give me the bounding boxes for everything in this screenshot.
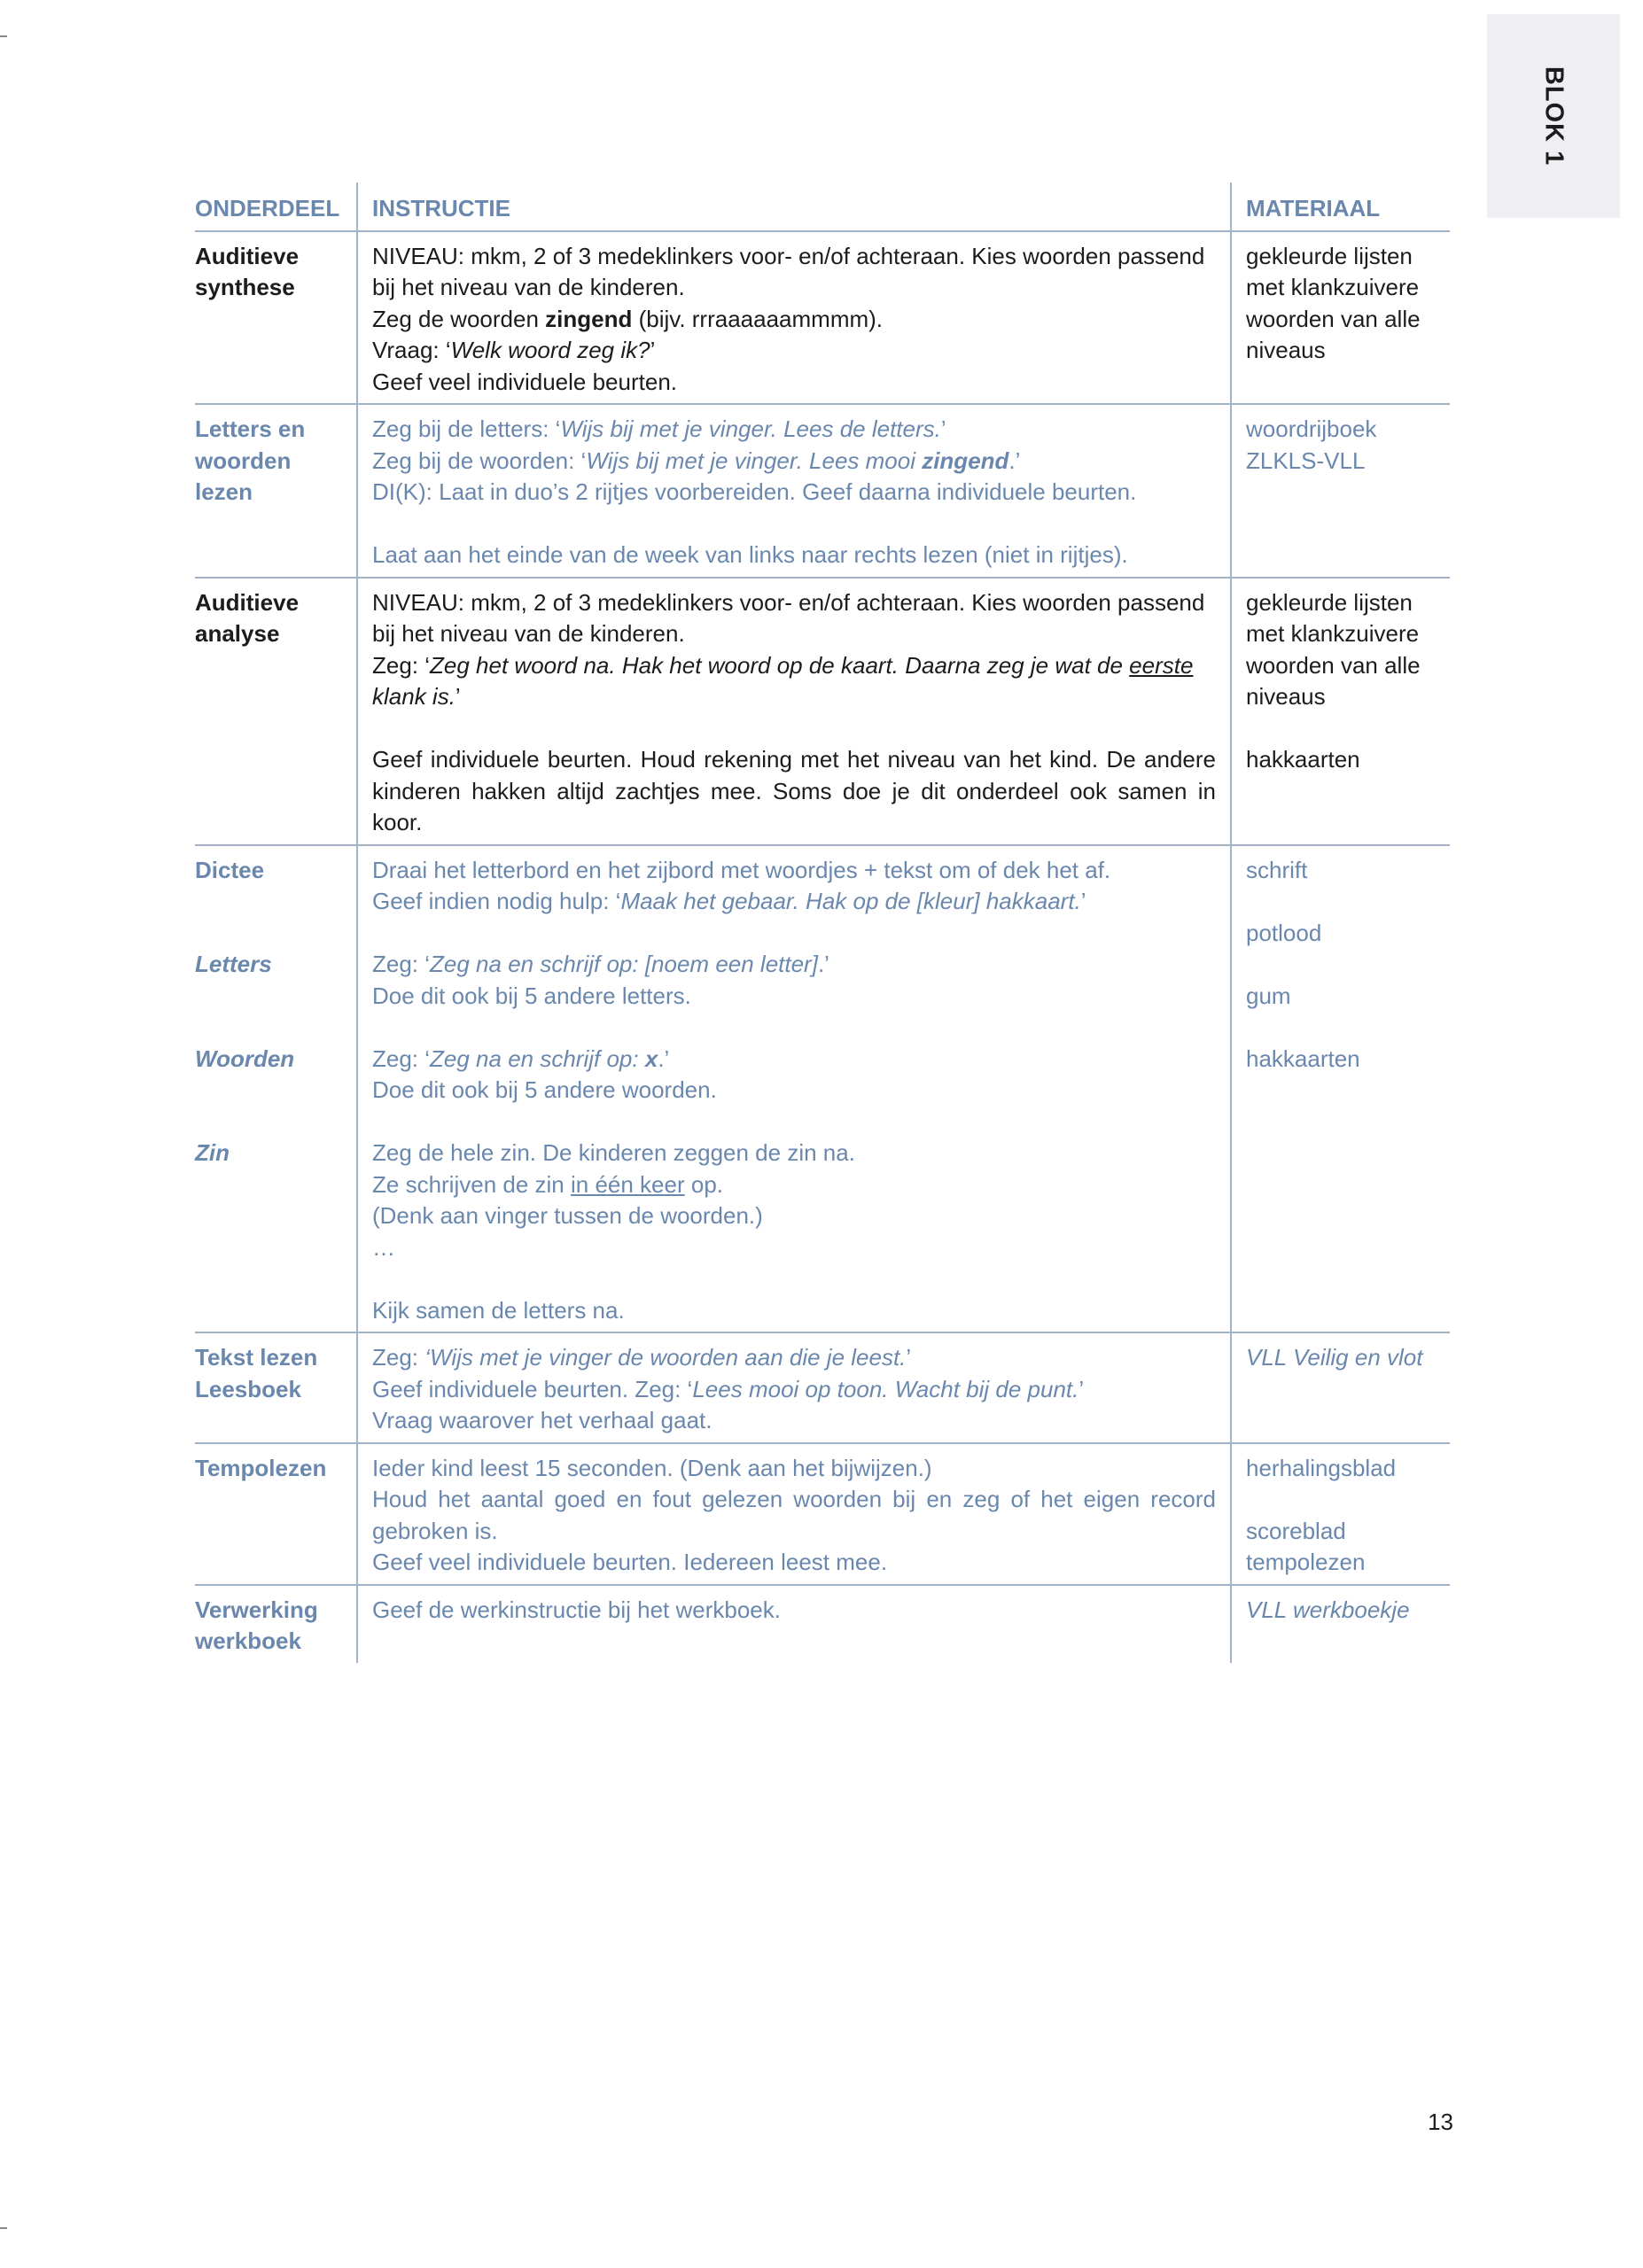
- page-number: 13: [1428, 2109, 1453, 2135]
- text-run: ’: [1080, 888, 1086, 914]
- materiaal-line: hakkaarten: [1246, 746, 1360, 773]
- onderdeel-label: Auditieve: [195, 242, 300, 269]
- onderdeel-label: woorden: [195, 447, 292, 474]
- onderdeel-label: synthese: [195, 274, 295, 300]
- header-materiaal: MATERIAAL: [1246, 195, 1381, 221]
- instructie-cell: [357, 1585, 1231, 1663]
- instructie-cell: [357, 578, 1231, 845]
- quote-text: Maak het gebaar. Hak op de [kleur] hakkaart.: [620, 888, 1081, 914]
- table-row-auditieve-analyse: [195, 578, 1450, 845]
- text-run: ’: [940, 416, 946, 442]
- materiaal-line: gekleurde lijsten: [1246, 242, 1413, 269]
- spacer: [1246, 713, 1450, 745]
- text-run: .’: [817, 951, 829, 977]
- materiaal-line: tempolezen: [1246, 1549, 1366, 1575]
- materiaal-line: gekleurde lijsten: [1246, 588, 1413, 616]
- instructie-line: Ieder kind leest 15 seconden. (Denk aan het bijwijzen.): [372, 1454, 932, 1481]
- crop-mark: [0, 35, 7, 37]
- text-run: Zeg de woorden: [372, 305, 546, 332]
- onderdeel-label: Tempolezen: [195, 1454, 327, 1481]
- instructie-line: NIVEAU: mkm, 2 of 3 medeklinkers voor- en/of achteraan. Kies woorden passend: [372, 242, 1205, 269]
- instructie-line: [372, 949, 1216, 981]
- onderdeel-cell: [195, 1443, 357, 1585]
- instructie-line: [372, 414, 1216, 446]
- text-run: ’: [1078, 1375, 1085, 1402]
- onderdeel-label: werkboek: [195, 1627, 301, 1654]
- instructie-line: [372, 886, 1216, 918]
- underlined-text: eerste: [1129, 651, 1194, 679]
- quote-text: Wijs bij met je vinger. Lees de letters.: [560, 416, 941, 442]
- instructie-line: [372, 1169, 1216, 1201]
- onderdeel-cell: [195, 845, 357, 1333]
- instructie-line: [372, 335, 1216, 367]
- spacer: [1246, 949, 1450, 981]
- table-header-row: [195, 183, 1450, 231]
- onderdeel-label: Verwerking: [195, 1596, 318, 1623]
- quote-text: ‘Wijs met je vinger de woorden aan die je leest.: [424, 1344, 907, 1371]
- onderdeel-label: Tekst lezen: [195, 1344, 318, 1371]
- materiaal-line: herhalingsblad: [1246, 1454, 1397, 1481]
- underlined-text: in één keer: [570, 1170, 685, 1198]
- quote-text: Zeg het woord na. Hak het woord op de kaart. Daarna zeg je wat de: [430, 651, 1130, 679]
- onderdeel-cell: [195, 578, 357, 845]
- instructie-line: [372, 1342, 1216, 1374]
- materiaal-line: met klankzuivere: [1246, 620, 1420, 647]
- spacer: [195, 981, 356, 1013]
- instructie-line: Zeg de hele zin. De kinderen zeggen de zin na.: [372, 1139, 855, 1166]
- quote-text: klank is.: [372, 683, 456, 710]
- text-run: Ze schrijven de zin: [372, 1170, 571, 1198]
- onderdeel-label: Auditieve: [195, 588, 300, 616]
- instructie-line: [372, 1044, 1216, 1076]
- table-row-auditieve-synthese: [195, 231, 1450, 405]
- materiaal-line: woordrijboek: [1246, 416, 1377, 442]
- materiaal-line: woorden van alle: [1246, 305, 1421, 332]
- materiaal-cell: [1231, 1585, 1450, 1663]
- crop-mark: [0, 2227, 7, 2229]
- onderdeel-label: Leesboek: [195, 1375, 301, 1402]
- materiaal-line: hakkaarten: [1246, 1045, 1360, 1072]
- materiaal-line: potlood: [1246, 919, 1322, 946]
- chapter-tab-label: BLOK 1: [1539, 66, 1569, 167]
- materiaal-line: ZLKLS-VLL: [1246, 447, 1366, 474]
- instructie-line: Draai het letterbord en het zijbord met woordjes + tekst om of dek het af.: [372, 856, 1111, 883]
- table-row-tekst-lezen: [195, 1332, 1450, 1443]
- spacer: [372, 1263, 1216, 1295]
- materiaal-cell: [1231, 1443, 1450, 1585]
- instructie-line: Laat aan het einde van de week van links naar rechts lezen (niet in rijtjes).: [372, 541, 1128, 568]
- materiaal-line: schrift: [1246, 856, 1308, 883]
- header-instructie: INSTRUCTIE: [357, 183, 1231, 231]
- materiaal-line: niveaus: [1246, 683, 1326, 710]
- text-run: Geef indien nodig hulp: ‘: [372, 888, 621, 914]
- table-row-verwerking: [195, 1585, 1450, 1663]
- instructie-line: Geef veel individuele beurten.: [372, 368, 678, 395]
- instructie-line: [372, 650, 1216, 682]
- onderdeel-label: Dictee: [195, 856, 265, 883]
- instructie-cell: [357, 1443, 1231, 1585]
- text-run: .’: [1008, 447, 1021, 474]
- ellipsis: …: [372, 1233, 395, 1261]
- materiaal-line: woorden van alle: [1246, 651, 1421, 679]
- instructie-line: bij het niveau van de kinderen.: [372, 620, 685, 647]
- materiaal-line: VLL werkboekje: [1246, 1596, 1410, 1623]
- onderdeel-cell: [195, 404, 357, 578]
- text-run: Zeg bij de woorden: ‘: [372, 447, 587, 474]
- text-run: (bijv. rrraaaaaammmm).: [632, 305, 884, 332]
- instructie-paragraph: Houd het aantal goed en fout gelezen woorden bij en zeg of het eigen record gebroken is.: [372, 1486, 1216, 1544]
- onderdeel-cell: [195, 231, 357, 405]
- text-run: ’: [650, 337, 656, 363]
- spacer: [1246, 1012, 1450, 1044]
- instructie-cell: [357, 231, 1231, 405]
- instructie-line: NIVEAU: mkm, 2 of 3 medeklinkers voor- en/of achteraan. Kies woorden passend: [372, 588, 1205, 616]
- instructie-line: Doe dit ook bij 5 andere letters.: [372, 982, 691, 1009]
- table-row-tempolezen: [195, 1443, 1450, 1585]
- materiaal-line: met klankzuivere: [1246, 274, 1420, 300]
- text-run: Zeg: ‘: [372, 1045, 431, 1072]
- spacer: [372, 1012, 1216, 1044]
- onderdeel-sublabel: Letters: [195, 951, 272, 977]
- instructie-line: DI(K): Laat in duo’s 2 rijtjes voorbereiden. Geef daarna individuele beurten.: [372, 478, 1137, 505]
- quote-text: Lees mooi op toon. Wacht bij de punt.: [692, 1375, 1079, 1402]
- spacer: [1246, 1484, 1450, 1516]
- instructie-paragraph: Geef individuele beurten. Houd rekening met het niveau van het kind. De andere kinderen hakken altijd zachtjes mee. Soms doe je dit onderdeel ook samen in koor.: [372, 746, 1216, 835]
- spacer: [1246, 886, 1450, 918]
- onderdeel-cell: [195, 1332, 357, 1443]
- materiaal-line: scoreblad: [1246, 1517, 1346, 1544]
- instructie-line: Geef veel individuele beurten. Iedereen leest mee.: [372, 1549, 888, 1575]
- spacer: [195, 1012, 356, 1044]
- instructie-line: Vraag waarover het verhaal gaat.: [372, 1407, 712, 1433]
- text-run: Geef individuele beurten. Zeg: ‘: [372, 1375, 693, 1402]
- instructie-line: Geef de werkinstructie bij het werkboek.: [372, 1596, 781, 1623]
- materiaal-line: VLL Veilig en vlot: [1246, 1344, 1423, 1371]
- spacer: [372, 1107, 1216, 1138]
- text-run: op.: [684, 1170, 724, 1198]
- text-run: ’: [455, 683, 461, 710]
- quote-text: Wijs bij met je vinger. Lees mooi: [586, 447, 923, 474]
- materiaal-cell: [1231, 1332, 1450, 1443]
- instructie-line: [372, 1374, 1216, 1406]
- emphasis-text: zingend: [922, 447, 1009, 474]
- spacer: [195, 886, 356, 918]
- text-run: Zeg: ‘: [372, 951, 431, 977]
- instructie-line: Kijk samen de letters na.: [372, 1296, 625, 1324]
- instructie-cell: [357, 845, 1231, 1333]
- instructie-line: Doe dit ook bij 5 andere woorden.: [372, 1076, 717, 1103]
- materiaal-line: gum: [1246, 982, 1291, 1009]
- chapter-tab: [1487, 14, 1620, 218]
- instructie-cell: [357, 404, 1231, 578]
- spacer: [195, 1107, 356, 1138]
- quote-text: Welk woord zeg ik?: [450, 337, 650, 363]
- onderdeel-cell: [195, 1585, 357, 1663]
- emphasis-text: x: [644, 1045, 658, 1072]
- spacer: [372, 918, 1216, 950]
- text-run: Vraag: ‘: [372, 337, 451, 363]
- onderdeel-sublabel: Woorden: [195, 1045, 295, 1072]
- spacer: [195, 918, 356, 950]
- instructie-cell: [357, 1332, 1231, 1443]
- quote-text: Zeg na en schrijf op: [noem een letter]: [430, 951, 818, 977]
- materiaal-cell: [1231, 578, 1450, 845]
- table-row-letters-woorden: [195, 404, 1450, 578]
- spacer: [372, 509, 1216, 540]
- text-run: Zeg:: [372, 1344, 425, 1371]
- instructie-line: bij het niveau van de kinderen.: [372, 274, 685, 300]
- quote-text: Zeg na en schrijf op:: [430, 1045, 645, 1072]
- instructie-line: (Denk aan vinger tussen de woorden.): [372, 1202, 763, 1229]
- onderdeel-label: Letters en: [195, 416, 306, 442]
- text-run: .’: [658, 1045, 670, 1072]
- text-run: ’: [906, 1344, 912, 1371]
- onderdeel-label: lezen: [195, 478, 253, 505]
- materiaal-cell: [1231, 231, 1450, 405]
- lesson-table: [195, 183, 1450, 1663]
- spacer: [372, 713, 1216, 745]
- onderdeel-label: analyse: [195, 620, 280, 647]
- instructie-line: [372, 681, 1216, 713]
- spacer: [195, 1075, 356, 1107]
- text-run: Zeg bij de letters: ‘: [372, 416, 561, 442]
- instructie-line: [372, 446, 1216, 478]
- materiaal-cell: [1231, 845, 1450, 1333]
- emphasis-text: zingend: [545, 305, 633, 332]
- onderdeel-sublabel: Zin: [195, 1139, 230, 1166]
- instructie-line: [372, 304, 1216, 336]
- table-row-dictee: [195, 845, 1450, 1333]
- materiaal-cell: [1231, 404, 1450, 578]
- text-run: Zeg: ‘: [372, 651, 431, 679]
- materiaal-line: niveaus: [1246, 337, 1326, 363]
- header-onderdeel: ONDERDEEL: [195, 195, 340, 221]
